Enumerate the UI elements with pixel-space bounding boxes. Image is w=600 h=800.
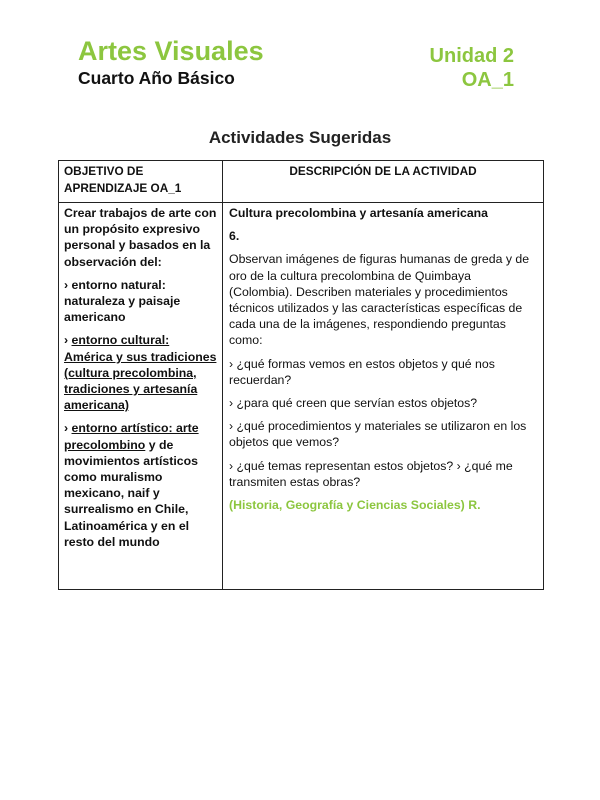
objective-item-cultural (64, 332, 217, 413)
section-title: Actividades Sugeridas (208, 128, 392, 147)
objective-item-marker: › (64, 277, 72, 292)
objective-item-marker: › (64, 333, 72, 348)
objective-item-artistic (64, 420, 217, 550)
table-header-row (59, 161, 544, 203)
activity-number: 6. (229, 229, 240, 244)
activity-question: › ¿qué temas representan estos objetos? › ¿qué me transmiten estas obras? (229, 458, 513, 489)
objective-item-text-underlined: entorno artístico: arte precolombino (64, 421, 199, 452)
activity-description: Observan imágenes de figuras humanas de greda y de oro de la cultura precolombina de Quimbaya (Colombia). Describen materiales y procedimientos técnicos utilizados y las características específicas de cada una de la imágenes, respondiendo preguntas como: (229, 252, 530, 348)
activity-heading: Cultura precolombina y artesanía americana (229, 206, 489, 220)
objective-item-text: y de movimientos artísticos como muralismo mexicano, naif y surrealismo en Chile, Latinoamérica y en el resto del mundo (64, 437, 198, 549)
objective-header: OBJETIVO DE APRENDIZAJE OA_1 (59, 161, 223, 203)
objective-item-marker: › (64, 421, 72, 436)
activities-table (58, 160, 544, 590)
activity-note: (Historia, Geografía y Ciencias Sociales) R. (229, 498, 481, 513)
objective-cell (59, 203, 223, 590)
activity-header: DESCRIPCIÓN DE LA ACTIVIDAD (223, 161, 544, 203)
objective-item-text: entorno cultural: América y sus tradiciones (cultura precolombina, tradiciones y artesanía americana) (64, 333, 217, 413)
oa-label: OA_1 (461, 69, 514, 91)
grade-subtitle: Cuarto Año Básico (78, 68, 235, 88)
objective-item-text: entorno natural: naturaleza y paisaje americano (64, 277, 181, 325)
page-header (78, 36, 514, 89)
activity-question: › ¿qué formas vemos en estos objetos y qué nos recuerdan? (229, 356, 495, 387)
objective-intro: Crear trabajos de arte con un propósito expresivo personal y basados en la observación del: (64, 206, 217, 269)
objective-item-natural (64, 277, 217, 326)
activity-question: › ¿qué procedimientos y materiales se utilizaron en los objetos que vemos? (229, 419, 527, 450)
subject-title: Artes Visuales (78, 36, 264, 66)
activity-question: › ¿para qué creen que servían estos objetos? (229, 396, 478, 411)
activity-cell (223, 203, 544, 590)
unit-label: Unidad 2 (429, 45, 514, 67)
table-row (59, 203, 544, 590)
